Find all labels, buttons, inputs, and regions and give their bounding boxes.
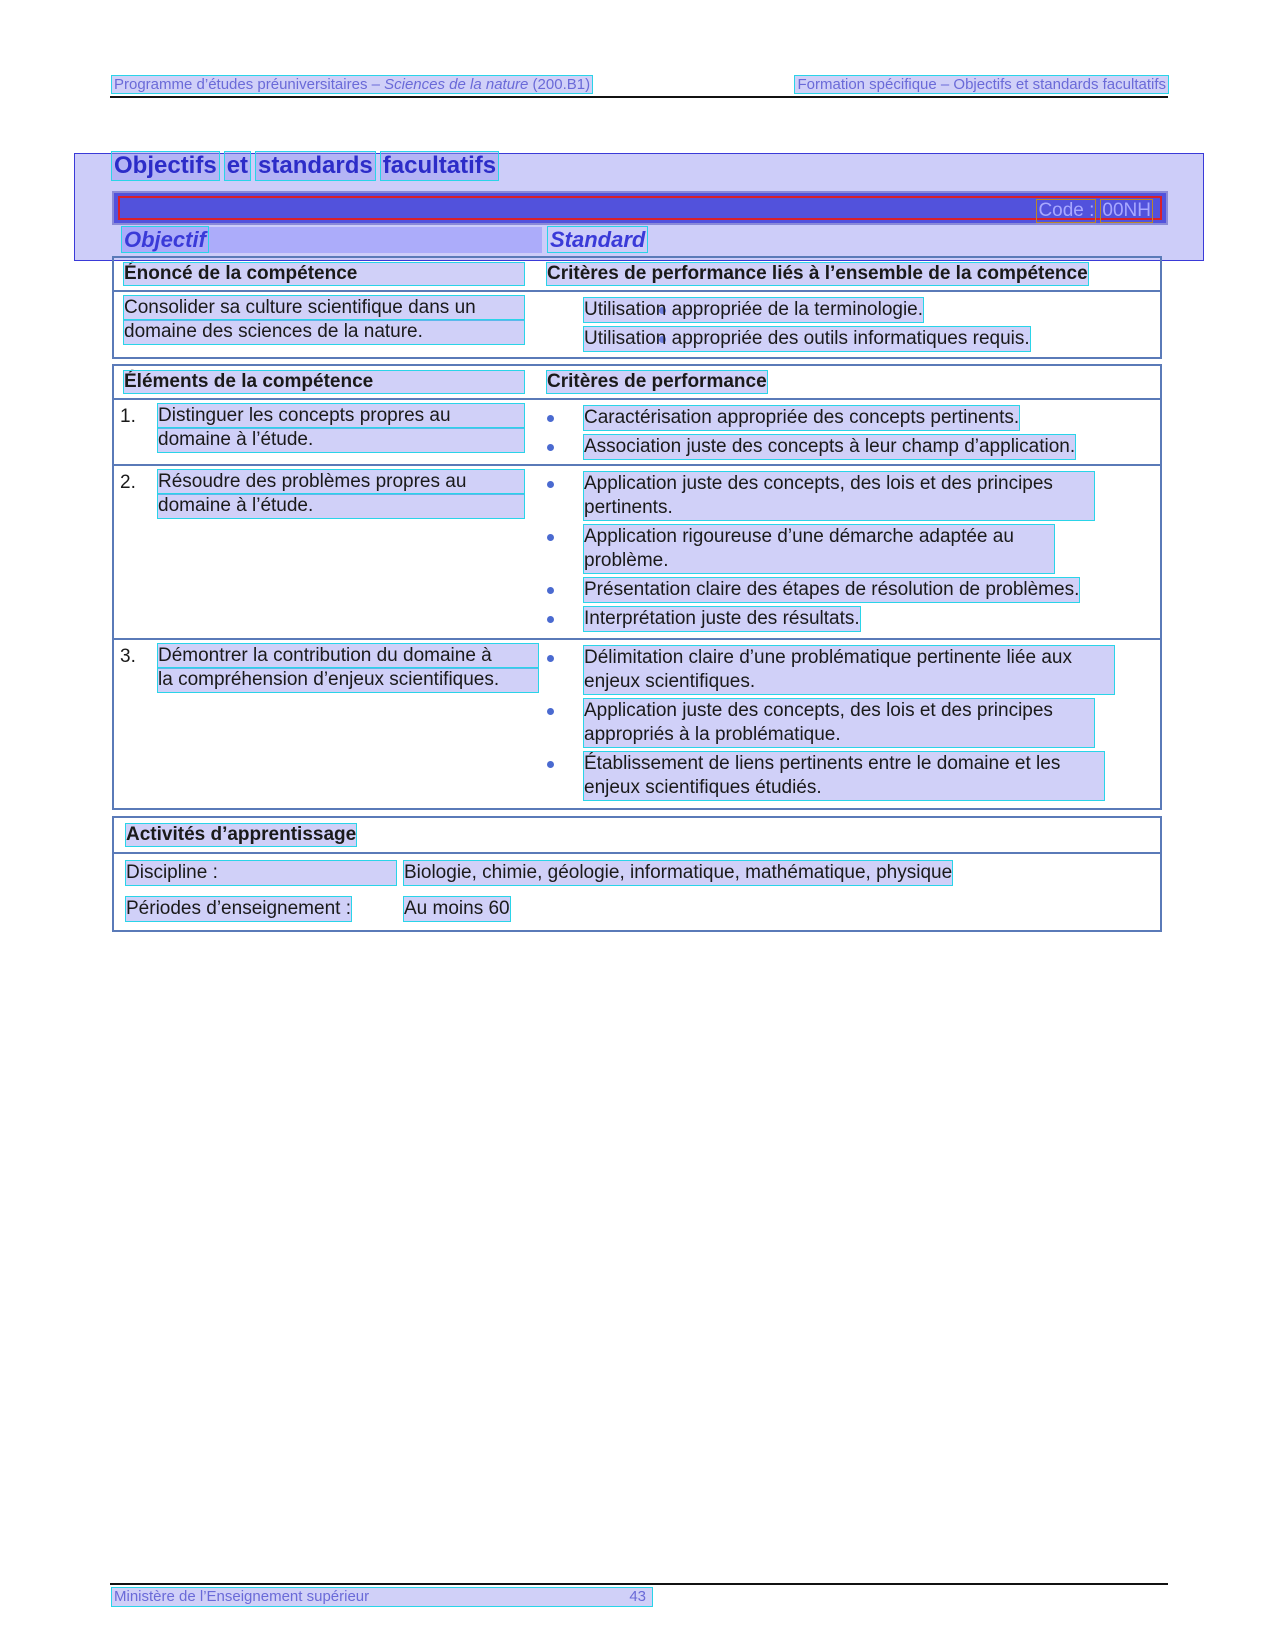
header-rule bbox=[110, 96, 1168, 98]
criterion: Présentation claire des étapes de résolution de problèmes. bbox=[584, 579, 1080, 600]
code-bar bbox=[112, 191, 1168, 225]
criterion: Délimitation claire d’une problématique pertinente liée aux enjeux scientifiques. bbox=[584, 646, 1114, 694]
element-line: Démontrer la contribution du domaine à bbox=[158, 644, 538, 668]
periods-value: Au moins 60 bbox=[404, 898, 510, 919]
code-label: Code : bbox=[1038, 200, 1095, 221]
bullet-icon bbox=[547, 761, 554, 768]
footer-rule bbox=[110, 1583, 1168, 1585]
title-word: facultatifs bbox=[382, 152, 497, 179]
criterion: Interprétation juste des résultats. bbox=[584, 608, 860, 629]
bullet-icon bbox=[547, 534, 554, 541]
activities-header-row bbox=[114, 818, 1160, 854]
criterion: Utilisation appropriée de la terminologie. bbox=[584, 299, 924, 320]
footer-ministry: Ministère de l’Enseignement supérieur bbox=[114, 1588, 370, 1605]
objectif-label: Objectif bbox=[122, 227, 542, 253]
bullet-icon bbox=[547, 616, 554, 623]
criterion: Application juste des concepts, des lois et des principes pertinents. bbox=[584, 472, 1094, 520]
elements-header-row bbox=[114, 366, 1160, 400]
competence-body-row bbox=[114, 292, 1160, 357]
element-row-2 bbox=[114, 466, 1160, 640]
criterion: Utilisation appropriée des outils informatiques requis. bbox=[584, 328, 1030, 349]
element-line: Distinguer les concepts propres au bbox=[158, 404, 524, 428]
title-word: standards bbox=[258, 152, 373, 179]
competence-table bbox=[112, 256, 1162, 359]
criterion: Application juste des concepts, des lois et des principes appropriés à la problématique. bbox=[584, 699, 1094, 747]
element-line: domaine à l’étude. bbox=[158, 428, 524, 452]
code-bar-frame bbox=[118, 196, 1162, 220]
page-title bbox=[112, 152, 498, 180]
element-line: domaine à l’étude. bbox=[158, 494, 524, 518]
discipline-label: Discipline : bbox=[126, 861, 396, 885]
col-header-criteria: Critères de performance liés à l’ensemble de la compétence bbox=[547, 263, 1088, 284]
statement-line: Consolider sa culture scientifique dans un bbox=[124, 296, 524, 320]
element-line: Résoudre des problèmes propres au bbox=[158, 470, 524, 494]
discipline-value: Biologie, chimie, géologie, informatique, mathématique, physique bbox=[404, 862, 953, 883]
bullet-icon bbox=[547, 655, 554, 662]
page-number: 43 bbox=[629, 1588, 646, 1605]
element-number: 3. bbox=[120, 646, 136, 667]
criterion: Application rigoureuse d’une démarche adaptée au problème. bbox=[584, 525, 1054, 573]
col-header-performance: Critères de performance bbox=[547, 371, 767, 392]
activities-header: Activités d’apprentissage bbox=[126, 824, 357, 845]
criterion: Caractérisation appropriée des concepts pertinents. bbox=[584, 407, 1020, 428]
criterion: Association juste des concepts à leur champ d’application. bbox=[584, 436, 1076, 457]
code-value: 00NH bbox=[1102, 200, 1151, 221]
element-number: 2. bbox=[120, 472, 136, 493]
competence-header-row bbox=[114, 258, 1160, 292]
standard-label: Standard bbox=[550, 227, 646, 252]
bullet-icon bbox=[547, 587, 554, 594]
bullet-icon bbox=[547, 415, 554, 422]
statement-line: domaine des sciences de la nature. bbox=[124, 320, 524, 344]
col-header-elements: Éléments de la compétence bbox=[124, 371, 524, 393]
criterion: Établissement de liens pertinents entre le domaine et les enjeux scientifiques étudiés. bbox=[584, 752, 1104, 800]
title-word: et bbox=[226, 152, 249, 179]
element-line: la compréhension d’enjeux scientifiques. bbox=[158, 668, 538, 692]
periods-label: Périodes d’enseignement : bbox=[126, 898, 351, 919]
element-row-3 bbox=[114, 640, 1160, 808]
col-header-statement: Énoncé de la compétence bbox=[124, 263, 524, 285]
header-section: Formation spécifique – Objectifs et standards facultatifs bbox=[797, 76, 1166, 93]
element-number: 1. bbox=[120, 406, 136, 427]
activities-table bbox=[112, 816, 1162, 932]
elements-table bbox=[112, 364, 1162, 810]
header-program: Programme d’études préuniversitaires – Sciences de la nature (200.B1) bbox=[114, 76, 591, 93]
bullet-icon bbox=[547, 481, 554, 488]
bullet-icon bbox=[547, 708, 554, 715]
page-footer bbox=[112, 1588, 652, 1606]
title-word: Objectifs bbox=[114, 152, 217, 179]
element-row-1 bbox=[114, 400, 1160, 466]
competency-code bbox=[1037, 200, 1152, 222]
bullet-icon bbox=[547, 444, 554, 451]
activities-body-row bbox=[114, 854, 1160, 930]
